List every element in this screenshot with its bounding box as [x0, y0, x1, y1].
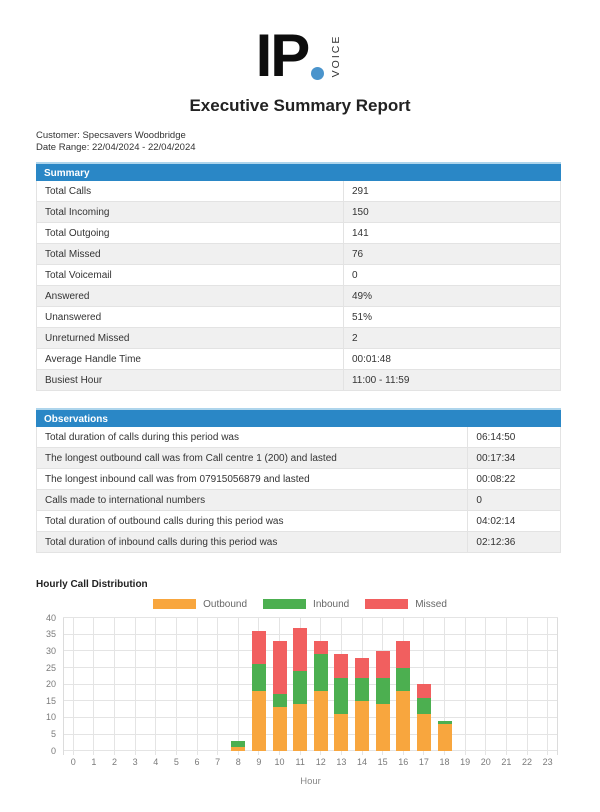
bar-segment-missed — [273, 641, 287, 694]
bar-segment-inbound — [252, 664, 266, 691]
bar-slot-hour-12 — [311, 618, 332, 751]
row-label: Total duration of calls during this period was — [45, 431, 239, 443]
logo-dot-icon — [311, 67, 324, 80]
chart-bar-hour-9 — [252, 631, 266, 751]
chart-bar-hour-13 — [334, 654, 348, 750]
bar-slot-hour-3 — [125, 618, 146, 751]
observations-table-heading: Observations — [36, 408, 561, 427]
bar-slot-hour-17 — [414, 618, 435, 751]
row-label: Average Handle Time — [45, 353, 141, 365]
bar-slot-hour-15 — [372, 618, 393, 751]
x-axis-tick-label: 7 — [215, 756, 221, 767]
chart-bar-hour-8 — [231, 741, 245, 751]
x-axis-tick-label: 6 — [194, 756, 200, 767]
table-row — [37, 328, 560, 349]
x-axis-tick-label: 11 — [295, 756, 305, 767]
hourly-call-distribution-chart — [36, 579, 564, 787]
bar-segment-inbound — [314, 654, 328, 691]
x-axis-tick-label: 5 — [173, 756, 179, 767]
bar-segment-inbound — [231, 741, 245, 748]
y-axis-tick-label: 0 — [50, 745, 56, 756]
y-axis-tick-label: 40 — [45, 612, 56, 623]
chart-bar-hour-15 — [376, 651, 390, 751]
x-axis-tick-label: 0 — [70, 756, 76, 767]
table-row — [37, 532, 560, 552]
y-axis-tick-label: 30 — [45, 645, 56, 656]
bar-slot-hour-18 — [434, 618, 455, 751]
legend-item-inbound[interactable] — [263, 599, 349, 610]
bar-segment-missed — [417, 684, 431, 697]
bar-segment-outbound — [376, 704, 390, 751]
legend-label: Inbound — [313, 598, 350, 610]
x-axis-tick-label: 18 — [439, 756, 450, 767]
customer-line: Customer: Specsavers Woodbridge — [36, 130, 186, 141]
row-label: Busiest Hour — [45, 374, 103, 386]
ipvoice-logo — [0, 0, 600, 88]
row-value: 11:00 - 11:59 — [343, 370, 560, 390]
bar-segment-outbound — [252, 691, 266, 751]
table-row — [37, 448, 560, 469]
chart-legend — [36, 599, 564, 610]
bar-slot-hour-1 — [84, 618, 105, 751]
chart-bars — [63, 618, 558, 751]
x-axis-tick-label: 1 — [91, 756, 97, 767]
row-value: 150 — [343, 202, 560, 222]
bar-segment-inbound — [396, 668, 410, 691]
legend-swatch-missed — [365, 599, 408, 609]
bar-slot-hour-10 — [269, 618, 290, 751]
table-row — [37, 490, 560, 511]
chart-bar-hour-18 — [438, 721, 452, 751]
x-axis-tick-label: 9 — [256, 756, 262, 767]
bar-segment-missed — [396, 641, 410, 668]
table-row — [37, 307, 560, 328]
bar-segment-inbound — [293, 671, 307, 704]
row-value: 76 — [343, 244, 560, 264]
table-row — [37, 469, 560, 490]
observations-table — [36, 408, 561, 553]
row-value: 00:01:48 — [343, 349, 560, 369]
bar-segment-missed — [314, 641, 328, 654]
bar-slot-hour-0 — [63, 618, 84, 751]
row-label: Total Incoming — [45, 206, 110, 218]
row-label: Total duration of inbound calls during this period was — [45, 536, 278, 548]
table-row — [37, 244, 560, 265]
bar-slot-hour-6 — [187, 618, 208, 751]
logo-vertical-text — [328, 28, 344, 84]
x-axis-tick-label: 14 — [357, 756, 368, 767]
row-label: Unanswered — [45, 311, 102, 323]
legend-swatch-outbound — [153, 599, 196, 609]
y-axis-tick-label: 5 — [50, 729, 56, 740]
table-row — [37, 370, 560, 390]
row-label: Total Voicemail — [45, 269, 112, 281]
row-value: 0 — [467, 490, 560, 510]
row-value: 291 — [343, 181, 560, 201]
row-value: 0 — [343, 265, 560, 285]
bar-segment-inbound — [355, 678, 369, 701]
logo-text: IP — [255, 22, 309, 90]
bar-segment-inbound — [417, 698, 431, 715]
bar-slot-hour-5 — [166, 618, 187, 751]
table-row — [37, 349, 560, 370]
table-row — [37, 511, 560, 532]
table-row — [37, 427, 560, 448]
x-axis-tick-label: 12 — [315, 756, 326, 767]
table-row — [37, 181, 560, 202]
row-label: Total Calls — [45, 185, 92, 197]
bar-slot-hour-22 — [517, 618, 538, 751]
row-value: 51% — [343, 307, 560, 327]
chart-title: Hourly Call Distribution — [36, 578, 148, 590]
x-axis-tick-label: 16 — [398, 756, 409, 767]
bar-slot-hour-14 — [352, 618, 373, 751]
bar-segment-outbound — [355, 701, 369, 751]
x-axis-title: Hour — [300, 775, 321, 787]
report-meta — [36, 130, 600, 155]
x-axis-tick-label: 23 — [542, 756, 553, 767]
row-label: Total duration of outbound calls during this period was — [45, 515, 284, 527]
y-axis-tick-label: 20 — [45, 679, 56, 690]
y-axis-tick-label: 35 — [45, 629, 56, 640]
bar-slot-hour-23 — [537, 618, 558, 751]
row-label: Total Missed — [45, 248, 101, 260]
date-range-line: Date Range: 22/04/2024 - 22/04/2024 — [36, 142, 196, 154]
chart-bar-hour-10 — [273, 641, 287, 751]
chart-bar-hour-11 — [293, 628, 307, 751]
bar-slot-hour-20 — [476, 618, 497, 751]
bar-segment-outbound — [293, 704, 307, 751]
chart-bar-hour-12 — [314, 641, 328, 751]
bar-segment-outbound — [396, 691, 410, 751]
bar-slot-hour-4 — [146, 618, 167, 751]
row-label: Unreturned Missed — [45, 332, 130, 344]
bar-slot-hour-9 — [249, 618, 270, 751]
bar-segment-inbound — [273, 694, 287, 707]
bar-slot-hour-11 — [290, 618, 311, 751]
summary-table — [36, 162, 561, 391]
row-value: 04:02:14 — [467, 511, 560, 531]
row-label: The longest outbound call was from Call centre 1 (200) and lasted — [45, 452, 337, 464]
bar-segment-missed — [293, 628, 307, 671]
table-row — [37, 286, 560, 307]
bar-slot-hour-2 — [104, 618, 125, 751]
row-value: 02:12:36 — [467, 532, 560, 552]
x-axis-tick-label: 4 — [153, 756, 159, 767]
row-value: 2 — [343, 328, 560, 348]
bar-slot-hour-19 — [455, 618, 476, 751]
page-title: Executive Summary Report — [189, 96, 411, 115]
x-axis-tick-label: 17 — [418, 756, 429, 767]
bar-segment-outbound — [438, 724, 452, 751]
row-label: Answered — [45, 290, 90, 302]
row-label: The longest inbound call was from 07915056879 and lasted — [45, 473, 310, 485]
legend-label: Outbound — [203, 598, 248, 610]
bar-segment-missed — [355, 658, 369, 678]
legend-item-missed[interactable] — [365, 599, 447, 610]
table-row — [37, 202, 560, 223]
bar-segment-outbound — [334, 714, 348, 751]
row-value: 00:08:22 — [467, 469, 560, 489]
x-axis-tick-label: 19 — [460, 756, 471, 767]
bar-segment-missed — [376, 651, 390, 678]
bar-segment-outbound — [417, 714, 431, 751]
y-axis-tick-label: 15 — [45, 695, 56, 706]
y-axis-tick-label: 25 — [45, 662, 56, 673]
x-axis-tick-labels — [63, 757, 558, 767]
row-value: 49% — [343, 286, 560, 306]
x-axis-tick-label: 10 — [274, 756, 285, 767]
chart-plot — [45, 612, 558, 756]
x-axis-tick-label: 3 — [132, 756, 138, 767]
logo-main — [255, 22, 325, 90]
x-axis-tick-label: 15 — [377, 756, 388, 767]
x-axis-tick-label: 8 — [235, 756, 241, 767]
chart-bar-hour-14 — [355, 658, 369, 751]
bar-segment-outbound — [314, 691, 328, 751]
bar-slot-hour-21 — [496, 618, 517, 751]
x-axis-tick-label: 21 — [501, 756, 512, 767]
row-label: Calls made to international numbers — [45, 494, 206, 506]
row-label: Total Outgoing — [45, 227, 110, 239]
bar-slot-hour-8 — [228, 618, 249, 751]
x-axis-tick-label: 2 — [112, 756, 118, 767]
bar-segment-inbound — [376, 678, 390, 705]
table-row — [37, 265, 560, 286]
bar-segment-missed — [334, 654, 348, 677]
legend-label: Missed — [415, 598, 447, 610]
summary-table-heading: Summary — [36, 162, 561, 181]
chart-bar-hour-16 — [396, 641, 410, 751]
row-value: 141 — [343, 223, 560, 243]
bar-segment-missed — [252, 631, 266, 664]
summary-table-body — [36, 181, 561, 391]
bar-segment-outbound — [231, 747, 245, 750]
bar-slot-hour-16 — [393, 618, 414, 751]
bar-segment-outbound — [273, 707, 287, 750]
bar-slot-hour-7 — [207, 618, 228, 751]
observations-table-body — [36, 427, 561, 553]
x-axis-tick-label: 13 — [336, 756, 347, 767]
bar-slot-hour-13 — [331, 618, 352, 751]
legend-item-outbound[interactable] — [153, 599, 247, 610]
row-value: 06:14:50 — [467, 427, 560, 447]
y-axis-tick-label: 10 — [45, 712, 56, 723]
logo-vertical-label: VOICE — [330, 34, 343, 78]
x-axis-tick-label: 20 — [480, 756, 491, 767]
x-axis-tick-label: 22 — [522, 756, 533, 767]
bar-segment-inbound — [334, 678, 348, 715]
legend-swatch-inbound — [263, 599, 306, 609]
chart-bar-hour-17 — [417, 684, 431, 750]
row-value: 00:17:34 — [467, 448, 560, 468]
table-row — [37, 223, 560, 244]
